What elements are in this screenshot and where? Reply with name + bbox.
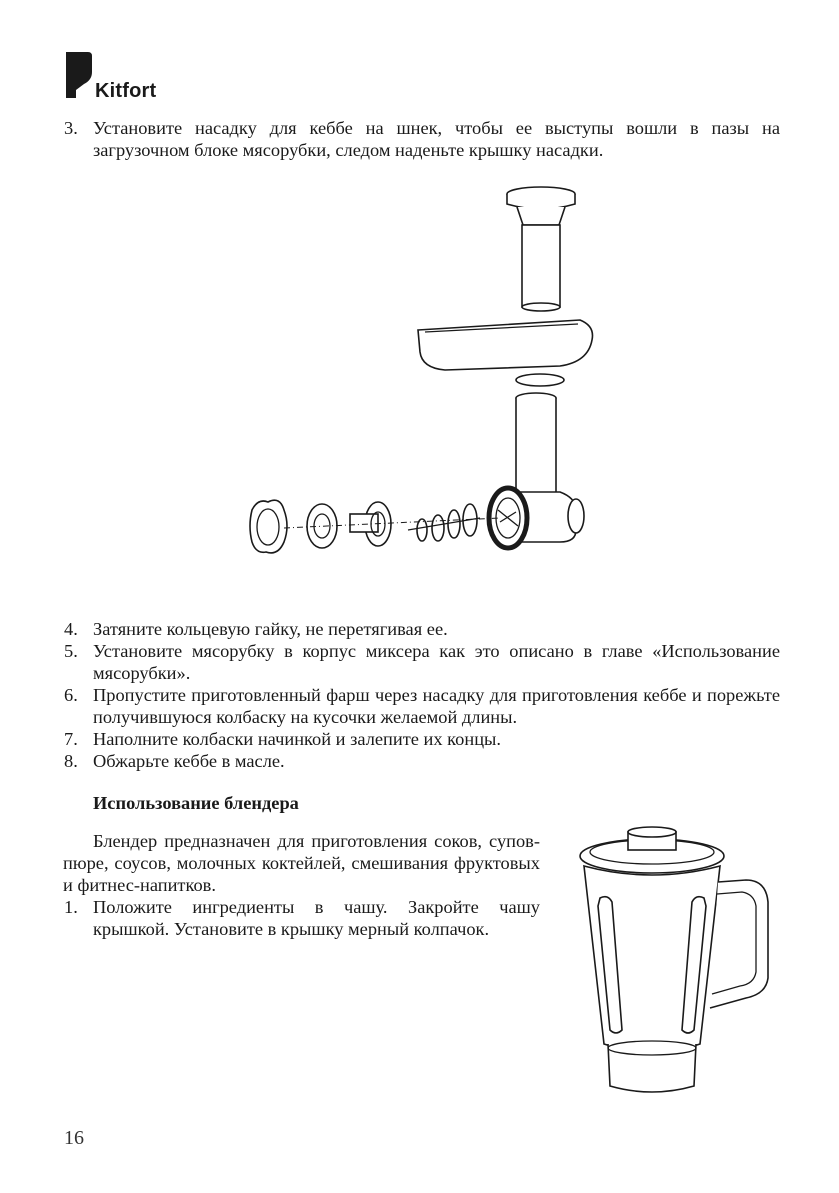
step-7 <box>64 728 780 750</box>
step-text: Установите мясорубку в корпус миксера как это описано в главе «Использование мясорубки». <box>93 641 780 683</box>
step-text: Затяните кольцевую гайку, не перетягивая ее. <box>93 619 448 639</box>
step-3 <box>64 117 780 161</box>
step-8 <box>64 750 780 772</box>
step-number: 1. <box>64 897 78 917</box>
step-number: 7. <box>64 729 78 749</box>
kitfort-logo <box>64 50 174 102</box>
step-5 <box>64 640 780 684</box>
step-text: Наполните колбаски начинкой и залепите их концы. <box>93 729 501 749</box>
auger-part <box>408 504 480 541</box>
meat-grinder-exploded-diagram <box>240 180 610 570</box>
ring-nut-part <box>250 500 287 553</box>
step-text: Пропустите приготовленный фарш через насадку для приготовления кеббе и порежьте получившуюся колбаску на кусочки желаемой длины. <box>93 685 780 727</box>
step-number: 8. <box>64 751 78 771</box>
section-heading: Использование блендера <box>93 793 299 813</box>
logo-text: Kitfort <box>95 80 157 102</box>
page-number: 16 <box>64 1127 84 1149</box>
step-number: 4. <box>64 619 78 639</box>
step-text: Положите ингредиенты в чашу. Закройте чашу крышкой. Установите в крышку мерный колпачок. <box>93 897 540 939</box>
step-4 <box>64 618 780 640</box>
blender-jug-illustration <box>570 822 780 1100</box>
step-number: 5. <box>64 641 78 661</box>
step-text: Обжарьте кеббе в масле. <box>93 751 285 771</box>
blender-step-1 <box>64 896 540 940</box>
step-number: 6. <box>64 685 78 705</box>
blender-intro: Блендер предназначен для приготовления соков, супов-пюре, соусов, молочных коктейлей, смешивания фруктовых и фитнес-напитков. <box>63 831 540 895</box>
step-6 <box>64 684 780 728</box>
tray-part <box>418 320 593 386</box>
kebbe-nozzle-part <box>350 502 391 546</box>
kitfort-logo-icon <box>64 50 94 100</box>
pusher-part <box>507 187 575 311</box>
step-text: Установите насадку для кеббе на шнек, чтобы ее выступы вошли в пазы на загрузочном блоке мясорубки, следом наденьте крышку насадки. <box>93 118 780 160</box>
step-number: 3. <box>64 118 78 138</box>
